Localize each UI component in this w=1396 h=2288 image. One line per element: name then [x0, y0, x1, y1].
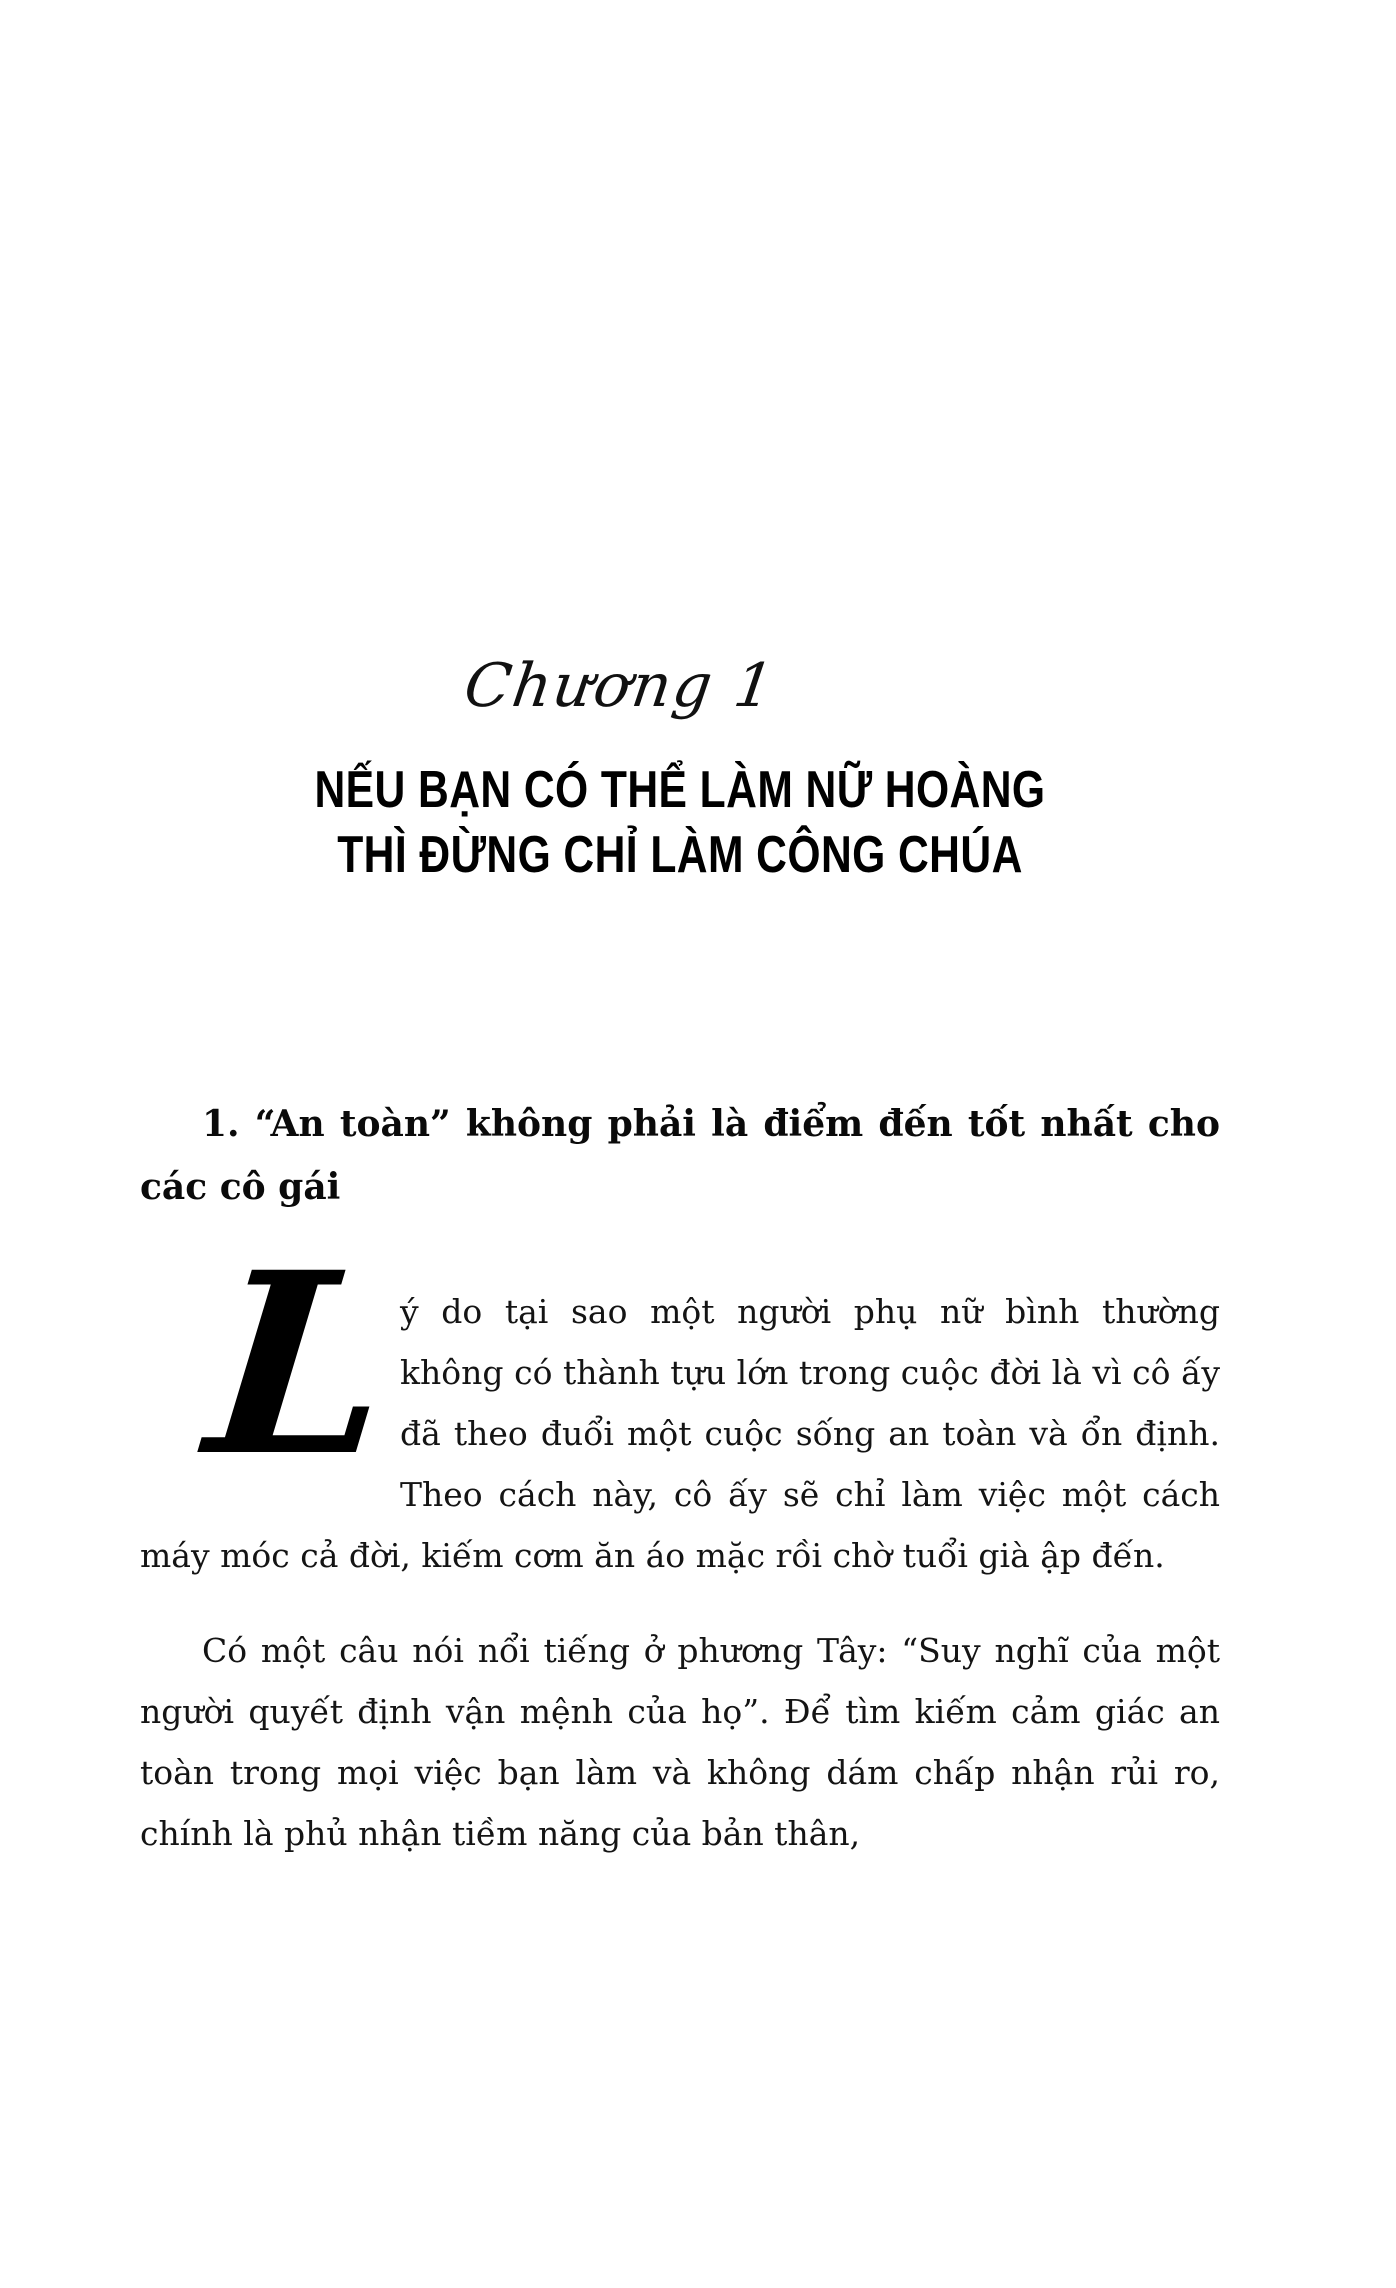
- chapter-number-script: Chương 1: [460, 651, 780, 721]
- drop-cap-runaround: [140, 1281, 400, 1486]
- paragraph-1-continuation: cuộc sống an toàn và ổn định. Theo cách này, cô ấy sẽ chỉ làm việc một cách máy móc cả đời, kiếm cơm ăn áo mặc rồi chờ tuổi già ập đến.: [140, 1414, 1220, 1576]
- page-title: [237, 758, 1123, 888]
- paragraph-1: [140, 1217, 1220, 1586]
- section-heading: [140, 1093, 1220, 1219]
- chapter-title-line-2: THÌ ĐỪNG CHỈ LÀM CÔNG CHÚA: [337, 826, 1023, 884]
- paragraph-1-opening: ý do tại sao một người phụ nữ bình thường không có thành tựu lớn trong cuộc đời là vì cô ấy đã theo đuổi một: [400, 1292, 1220, 1454]
- section-heading-text: 1. “An toàn” không phải là điểm đến tốt nhất cho các cô gái: [140, 1103, 1220, 1208]
- drop-cap-letter: L: [196, 1217, 404, 1511]
- page-content: [140, 0, 1220, 1864]
- paragraph-2: Có một câu nói nổi tiếng ở phương Tây: “Suy nghĩ của một người quyết định vận mệnh của họ”. Để tìm kiếm cảm giác an toàn trong mọi việc bạn làm và không dám chấp nhận rủi ro, chính là phủ nhận tiềm năng của bản thân,: [140, 1631, 1220, 1854]
- chapter-heading-block: [140, 651, 1220, 888]
- chapter-title-line-1: NẾU BẠN CÓ THỂ LÀM NỮ HOÀNG: [314, 761, 1046, 819]
